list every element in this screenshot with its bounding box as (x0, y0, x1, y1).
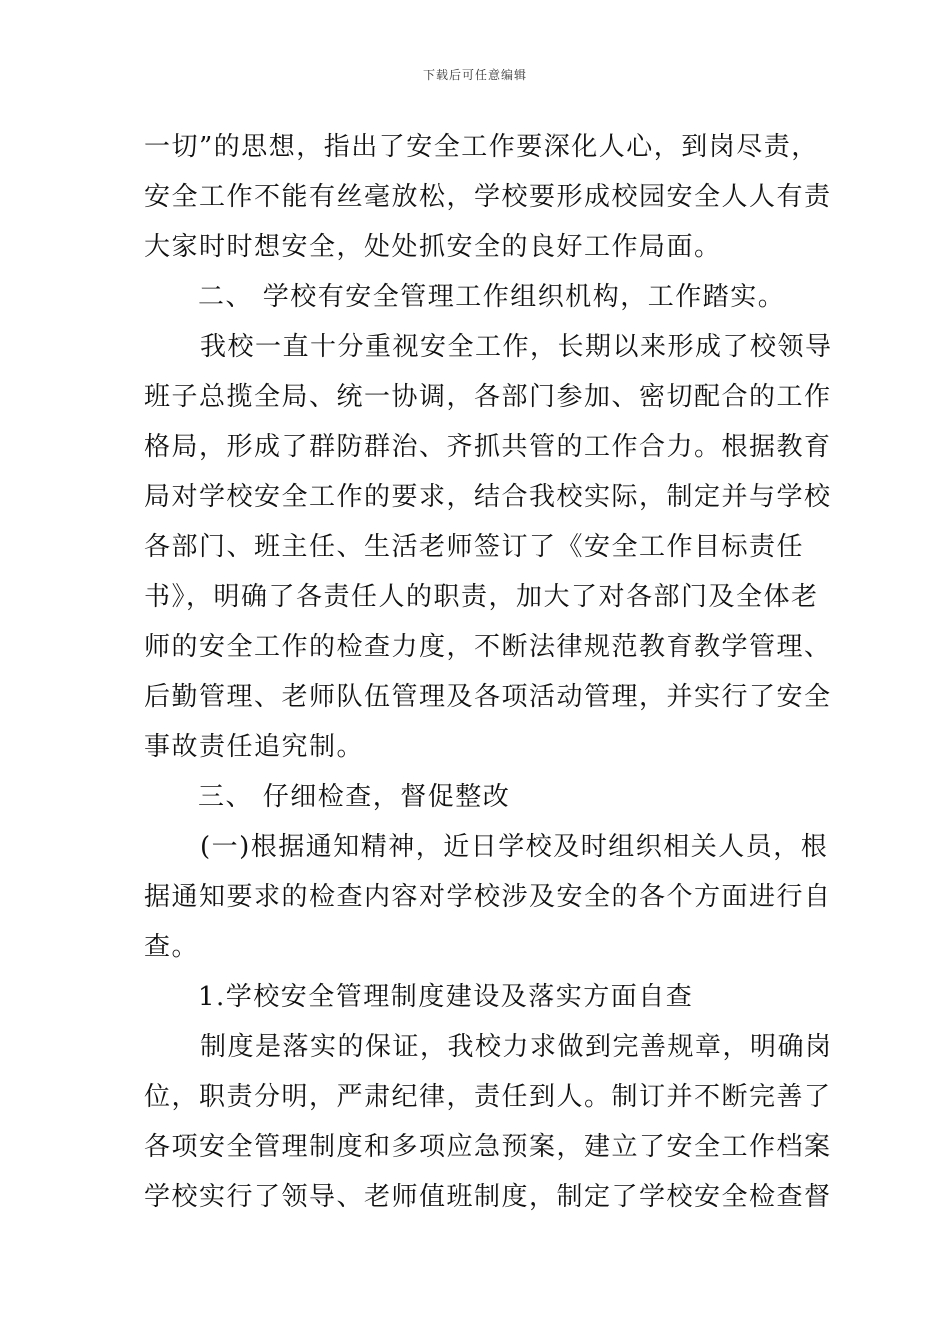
text-line: 局对学校安全工作的要求，结合我校实际，制定并与学校 (144, 482, 832, 512)
text-line: 班子总揽全局、统一协调，各部门参加、密切配合的工作 (144, 382, 832, 412)
text-line: 学校实行了领导、老师值班制度，制定了学校安全检查督 (144, 1182, 832, 1212)
text-line: 二、 学校有安全管理工作组织机构，工作踏实。 (198, 282, 786, 312)
text-line: 1.学校安全管理制度建设及落实方面自查 (198, 982, 694, 1012)
text-line: 事故责任追究制。 (144, 732, 365, 762)
page-header-note: 下载后可任意编辑 (422, 68, 527, 82)
text-line: 安全工作不能有丝毫放松，学校要形成校园安全人人有责 (144, 182, 832, 212)
text-line: 各项安全管理制度和多项应急预案，建立了安全工作档案 (144, 1132, 832, 1162)
text-line: 格局，形成了群防群治、齐抓共管的工作合力。根据教育 (144, 432, 832, 462)
text-line: 查。 (144, 932, 200, 962)
text-line: 后勤管理、老师队伍管理及各项活动管理，并实行了安全 (144, 682, 832, 712)
text-line: 师的安全工作的检查力度，不断法律规范教育教学管理、 (144, 632, 832, 662)
text-line: 制度是落实的保证，我校力求做到完善规章，明确岗 (200, 1032, 833, 1062)
text-line: (一)根据通知精神，近日学校及时组织相关人员，根 (200, 832, 829, 862)
text-line: 位，职责分明，严肃纪律，责任到人。制订并不断完善了 (144, 1082, 832, 1112)
text-line: 一切”的思想，指出了安全工作要深化人心，到岗尽责， (144, 132, 819, 162)
text-line: 我校一直十分重视安全工作，长期以来形成了校领导 (200, 332, 833, 362)
text-line: 据通知要求的检查内容对学校涉及安全的各个方面进行自 (144, 882, 832, 912)
document-body (144, 122, 833, 1222)
text-line: 大家时时想安全，处处抓安全的良好工作局面。 (144, 232, 722, 262)
text-line: 书》，明确了各责任人的职责，加大了对各部门及全体老 (144, 582, 819, 612)
text-line: 三、 仔细检查，督促整改 (198, 782, 511, 812)
text-line: 各部门、班主任、生活老师签订了《安全工作目标责任 (144, 532, 805, 562)
